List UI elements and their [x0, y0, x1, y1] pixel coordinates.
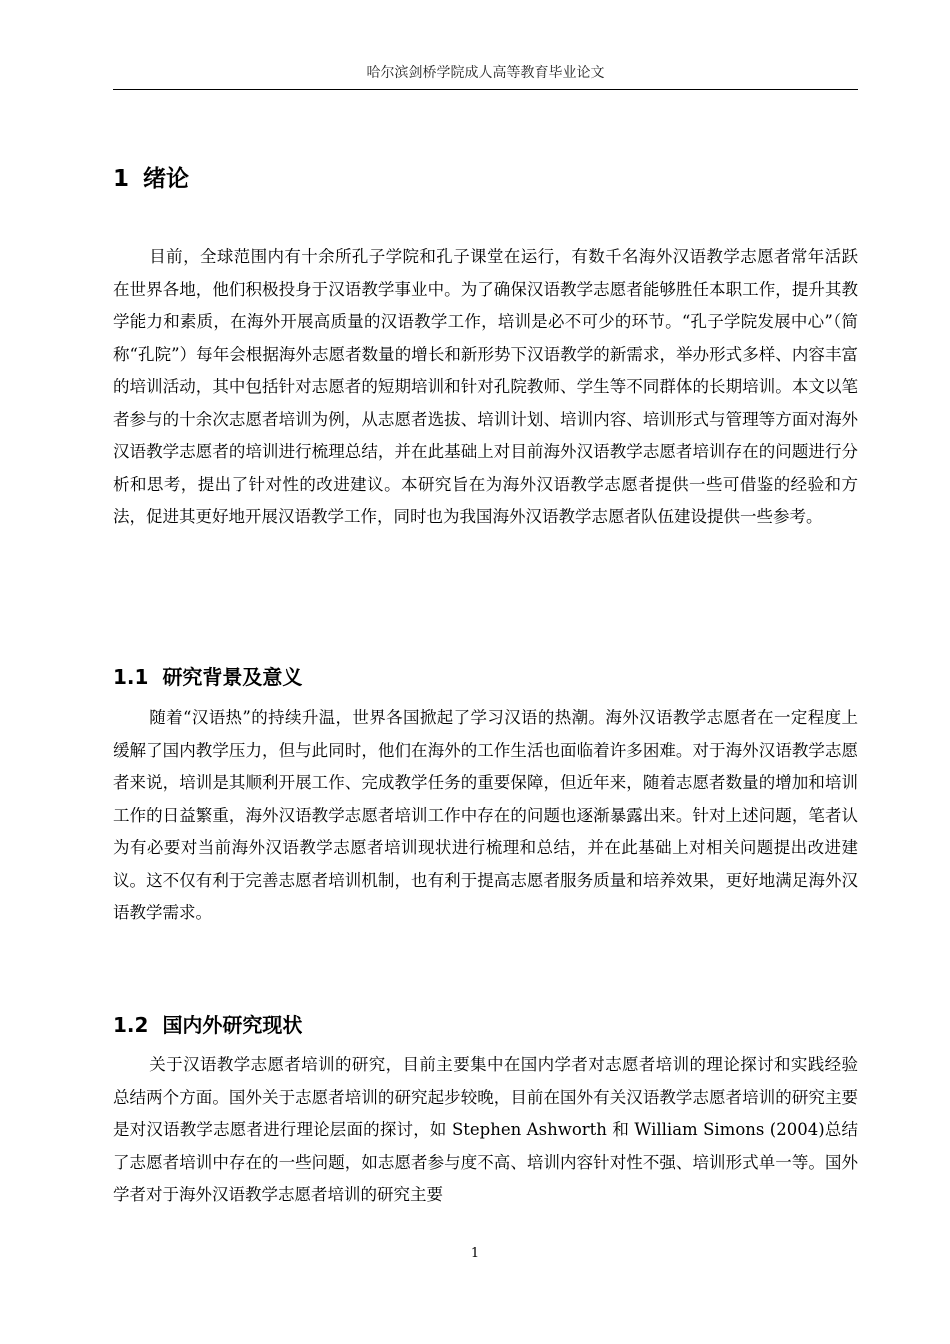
page-number: 1: [470, 1246, 480, 1261]
header-rule: [113, 89, 858, 90]
section-number: 1.2: [113, 1013, 149, 1037]
chapter-title-text: 绪论: [143, 166, 190, 192]
section-title-text: 国内外研究现状: [162, 1013, 303, 1037]
section-1-2-paragraph: 关于汉语教学志愿者培训的研究，目前主要集中在国内学者对志愿者培训的理论探讨和实践经验总结两个方面。国外关于志愿者培训的研究起步较晚，目前在国外有关汉语教学志愿者培训的研究主要是对汉语教学志愿者进行理论层面的探讨，如 Stephen Ashworth 和 William Simons (2004)总结了志愿者培训中存在的一些问题，如志愿者参与度不高、培训内容针对性不强、培训形式单一等。国外学者对于海外汉语教学志愿者培训的研究主要: [113, 1055, 858, 1204]
section-1-1-paragraph: 随着“汉语热”的持续升温，世界各国掀起了学习汉语的热潮。海外汉语教学志愿者在一定程度上缓解了国内教学压力，但与此同时，他们在海外的工作生活也面临着许多困难。对于海外汉语教学志愿者来说，培训是其顺利开展工作、完成教学任务的重要保障，但近年来，随着志愿者数量的增加和培训工作的日益繁重，海外汉语教学志愿者培训工作中存在的问题也逐渐暴露出来。针对上述问题，笔者认为有必要对当前海外汉语教学志愿者培训现状进行梳理和总结，并在此基础上对相关问题提出改进建议。这不仅有利于完善志愿者培训机制，也有利于提高志愿者服务质量和培养效果，更好地满足海外汉语教学需求。: [113, 708, 858, 922]
section-heading-1-1: [113, 661, 302, 690]
section-number: 1.1: [113, 665, 149, 689]
chapter-title: [113, 160, 189, 193]
intro-paragraph: 目前，全球范围内有十余所孔子学院和孔子课堂在运行，有数千名海外汉语教学志愿者常年活跃在世界各地，他们积极投身于汉语教学事业中。为了确保汉语教学志愿者能够胜任本职工作，提升其教学能力和素质，在海外开展高质量的汉语教学工作，培训是必不可少的环节。“孔子学院发展中心”（简称“孔院”）每年会根据海外志愿者数量的增长和新形势下汉语教学的新需求，举办形式多样、内容丰富的培训活动，其中包括针对志愿者的短期培训和针对孔院教师、学生等不同群体的长期培训。本文以笔者参与的十余次志愿者培训为例，从志愿者选拔、培训计划、培训内容、培训形式与管理等方面对海外汉语教学志愿者的培训进行梳理总结，并在此基础上对目前海外汉语教学志愿者培训存在的问题进行分析和思考，提出了针对性的改进建议。本研究旨在为海外汉语教学志愿者提供一些可借鉴的经验和方法，促进其更好地开展汉语教学工作，同时也为我国海外汉语教学志愿者队伍建设提供一些参考。: [113, 247, 858, 526]
chapter-number: 1: [113, 166, 130, 192]
section-title-text: 研究背景及意义: [162, 665, 303, 689]
page-header: 哈尔滨剑桥学院成人高等教育毕业论文: [366, 65, 605, 81]
section-heading-1-2: [113, 1009, 302, 1038]
